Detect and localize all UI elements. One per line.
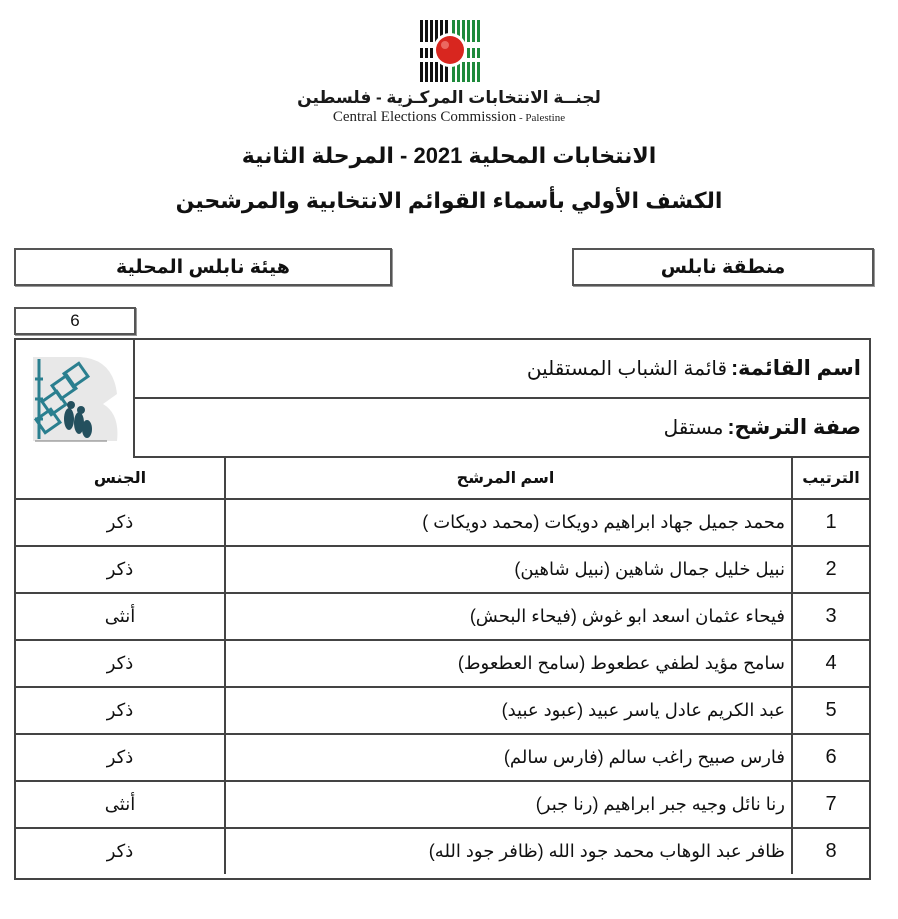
- candidacy-type-label: صفة الترشح:: [727, 416, 861, 439]
- candidate-list-table: [14, 338, 871, 880]
- region-name: منطقة نابلس: [660, 256, 786, 278]
- candidate-gender: ذكر: [16, 687, 225, 734]
- candidacy-type-row: [135, 399, 869, 458]
- candidate-name: عبد الكريم عادل ياسر عبيد (عبود عبيد): [225, 687, 792, 734]
- table-row: [16, 640, 869, 687]
- logo-red-ball: [436, 36, 464, 64]
- candidate-rank: 2: [792, 546, 869, 593]
- candidate-name: فيحاء عثمان اسعد ابو غوش (فيحاء البحش): [225, 593, 792, 640]
- table-row: [16, 546, 869, 593]
- table-row: [16, 593, 869, 640]
- candidate-gender: ذكر: [16, 499, 225, 546]
- candidate-rank: 7: [792, 781, 869, 828]
- candidate-name: فارس صبيح راغب سالم (فارس سالم): [225, 734, 792, 781]
- org-name-en-separator: -: [516, 112, 526, 124]
- candidate-gender: ذكر: [16, 828, 225, 874]
- list-name-value: قائمة الشباب المستقلين: [526, 358, 728, 380]
- header-rank: الترتيب: [792, 458, 869, 499]
- candidate-name: ظافر عبد الوهاب محمد جود الله (ظافر جود الله): [225, 828, 792, 874]
- header-candidate-name: اسم المرشح: [225, 458, 792, 499]
- document-subtitle: الكشف الأولي بأسماء القوائم الانتخابية والمرشحين: [175, 188, 723, 213]
- table-row: [16, 734, 869, 781]
- table-row: [16, 687, 869, 734]
- header-gender: الجنس: [16, 458, 225, 499]
- candidate-name: محمد جميل جهاد ابراهيم دويكات (محمد دويكات ): [225, 499, 792, 546]
- org-name-arabic: لجنــة الانتخابات المركـزية - فلسطين: [297, 88, 601, 107]
- youth-list-logo-icon: [25, 349, 125, 449]
- local-council-name: هيئة نابلس المحلية: [116, 256, 290, 278]
- candidate-gender: ذكر: [16, 640, 225, 687]
- candidate-name: رنا نائل وجيه جبر ابراهيم (رنا جبر): [225, 781, 792, 828]
- table-row: [16, 499, 869, 546]
- candidate-gender: ذكر: [16, 546, 225, 593]
- candidate-rank: 8: [792, 828, 869, 874]
- region-box: [572, 248, 874, 286]
- org-name-en-country: Palestine: [525, 112, 566, 124]
- candidate-rank: 3: [792, 593, 869, 640]
- candidate-rank: 4: [792, 640, 869, 687]
- list-number-box: [14, 307, 136, 335]
- candidate-gender: ذكر: [16, 734, 225, 781]
- org-name-en-main: Central Elections Commission: [332, 109, 517, 125]
- candidate-rank: 1: [792, 499, 869, 546]
- table-row: [16, 781, 869, 828]
- candidate-gender: أنثى: [16, 593, 225, 640]
- table-row: [16, 828, 869, 874]
- local-council-box: [14, 248, 392, 286]
- candidates-table: [16, 458, 869, 874]
- candidate-gender: أنثى: [16, 781, 225, 828]
- candidate-rank: 6: [792, 734, 869, 781]
- candidates-header-row: [16, 458, 869, 499]
- cec-ballot-logo-icon: [420, 20, 482, 82]
- candidate-name: سامح مؤيد لطفي عطعوط (سامح العطعوط): [225, 640, 792, 687]
- org-name-english: [0, 109, 898, 126]
- list-name-row: [135, 340, 869, 399]
- list-number: 6: [70, 311, 80, 330]
- candidate-name: نبيل خليل جمال شاهين (نبيل شاهين): [225, 546, 792, 593]
- document-title: الانتخابات المحلية 2021 - المرحلة الثانية: [241, 143, 657, 168]
- candidate-rank: 5: [792, 687, 869, 734]
- list-logo-cell: [16, 340, 135, 458]
- list-name-label: اسم القائمة:: [731, 357, 861, 380]
- candidacy-type-value: مستقل: [663, 417, 724, 439]
